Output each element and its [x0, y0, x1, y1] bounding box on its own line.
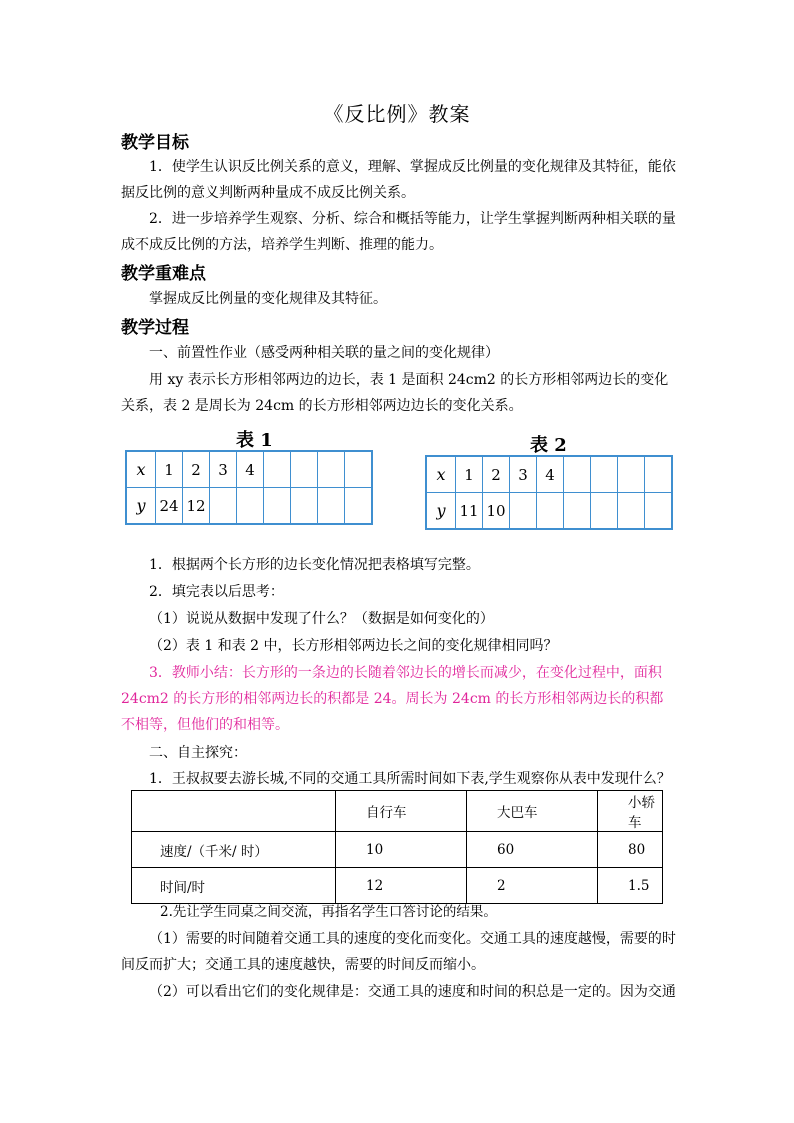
transport-table	[131, 790, 663, 904]
table2-cell	[591, 493, 618, 530]
table-cell: 12	[336, 868, 467, 904]
table2-cell	[537, 493, 564, 530]
table1-cell: y	[126, 488, 156, 525]
key-points-text: 掌握成反比例量的变化规律及其特征。	[149, 291, 387, 307]
table-cell: 小轿车	[598, 791, 663, 832]
question-2: 2．填完表以后思考：	[149, 584, 284, 600]
table2-cell	[564, 456, 591, 493]
table1	[125, 450, 373, 525]
heading-goals: 教学目标	[121, 133, 189, 153]
table2-cell: 3	[510, 456, 537, 493]
table1-cell: 1	[156, 451, 183, 488]
document-title: 《反比例》教案	[323, 102, 471, 126]
table1-cell: 12	[183, 488, 210, 525]
table2-cell	[645, 456, 673, 493]
table1-cell: x	[126, 451, 156, 488]
table1-caption: 表 1	[236, 430, 273, 451]
table2-row-x	[426, 456, 672, 493]
closing-p3: （2）可以看出它们的变化规律是：交通工具的速度和时间的积总是一定的。因为交通	[149, 984, 676, 1000]
table2-row-y	[426, 493, 672, 530]
table-cell: 10	[336, 832, 467, 868]
table1-row-y	[126, 488, 372, 525]
table2-cell: y	[426, 493, 456, 530]
step-1-title: 一、前置性作业（感受两种相关联的量之间的变化规律）	[149, 345, 499, 361]
table1-cell	[210, 488, 237, 525]
table1-cell: 24	[156, 488, 183, 525]
table1-cell: 4	[237, 451, 264, 488]
table-cell	[132, 791, 336, 832]
table1-cell	[264, 488, 291, 525]
heading-process: 教学过程	[121, 318, 189, 338]
table-cell: 2	[467, 868, 598, 904]
table1-cell	[291, 451, 318, 488]
goal-2: 2．进一步培养学生观察、分析、综合和概括等能力，让学生掌握判断两种相关联的量成不成反比例的方法，培养学生判断、推理的能力。	[121, 211, 676, 253]
table-cell: 大巴车	[467, 791, 598, 832]
table-row	[132, 791, 663, 832]
table2-caption: 表 2	[530, 435, 567, 456]
table2-cell	[510, 493, 537, 530]
table1-cell	[318, 451, 345, 488]
closing-p1: 2.先让学生同桌之间交流，再指名学生口答讨论的结果。	[160, 904, 497, 920]
table1-row-x	[126, 451, 372, 488]
table-cell: 时间/时	[132, 868, 336, 904]
table2	[425, 455, 673, 530]
table1-cell	[264, 451, 291, 488]
table2-cell: 10	[483, 493, 510, 530]
table1-cell	[345, 451, 373, 488]
table1-cell: 2	[183, 451, 210, 488]
table-cell: 60	[467, 832, 598, 868]
table-row	[132, 832, 663, 868]
goal-1: 1．使学生认识反比例关系的意义，理解、掌握成反比例量的变化规律及其特征，能依据反比例的意义判断两种量成不成反比例关系。	[121, 159, 676, 201]
table1-cell: 3	[210, 451, 237, 488]
table1-cell	[345, 488, 373, 525]
table-cell: 自行车	[336, 791, 467, 832]
step-2-question-1: 1．王叔叔要去游长城,不同的交通工具所需时间如下表,学生观察你从表中发现什么？	[149, 771, 671, 787]
question-2-1: （1）说说从数据中发现了什么？（数据是如何变化的）	[149, 611, 494, 627]
table2-cell	[564, 493, 591, 530]
table2-cell: x	[426, 456, 456, 493]
closing-p2: （1）需要的时间随着交通工具的速度的变化而变化。交通工具的速度越慢，需要的时间反而扩大；交通工具的速度越快，需要的时间反而缩小。	[121, 931, 676, 973]
step-1-text: 用 xy 表示长方形相邻两边的边长，表 1 是面积 24cm2 的长方形相邻两边长的变化关系，表 2 是周长为 24cm 的长方形相邻两边边长的变化关系。	[121, 372, 669, 414]
question-1: 1．根据两个长方形的边长变化情况把表格填写完整。	[149, 557, 480, 573]
table1-cell	[318, 488, 345, 525]
table1-cell	[237, 488, 264, 525]
table-cell: 80	[598, 832, 663, 868]
table2-cell: 1	[456, 456, 483, 493]
table-cell: 速度/（千米/ 时）	[132, 832, 336, 868]
question-2-2: （2）表 1 和表 2 中，长方形相邻两边长之间的变化规律相同吗？	[149, 638, 558, 654]
table2-cell: 2	[483, 456, 510, 493]
table2-cell	[618, 493, 645, 530]
table2-cell: 4	[537, 456, 564, 493]
table2-cell	[591, 456, 618, 493]
table1-cell	[291, 488, 318, 525]
table2-cell	[618, 456, 645, 493]
table2-cell: 11	[456, 493, 483, 530]
step-2-title: 二、自主探究：	[149, 745, 247, 761]
table2-cell	[645, 493, 673, 530]
table-cell: 1.5	[598, 868, 663, 904]
heading-key-points: 教学重难点	[121, 264, 206, 284]
teacher-summary: 3．教师小结：长方形的一条边的长随着邻边长的增长而减少，在变化过程中，面积 24cm2 的长方形的相邻两边长的积都是 24。周长为 24cm 的长方形相邻两边长的积都不相等，但他们的和相等。	[121, 665, 664, 733]
